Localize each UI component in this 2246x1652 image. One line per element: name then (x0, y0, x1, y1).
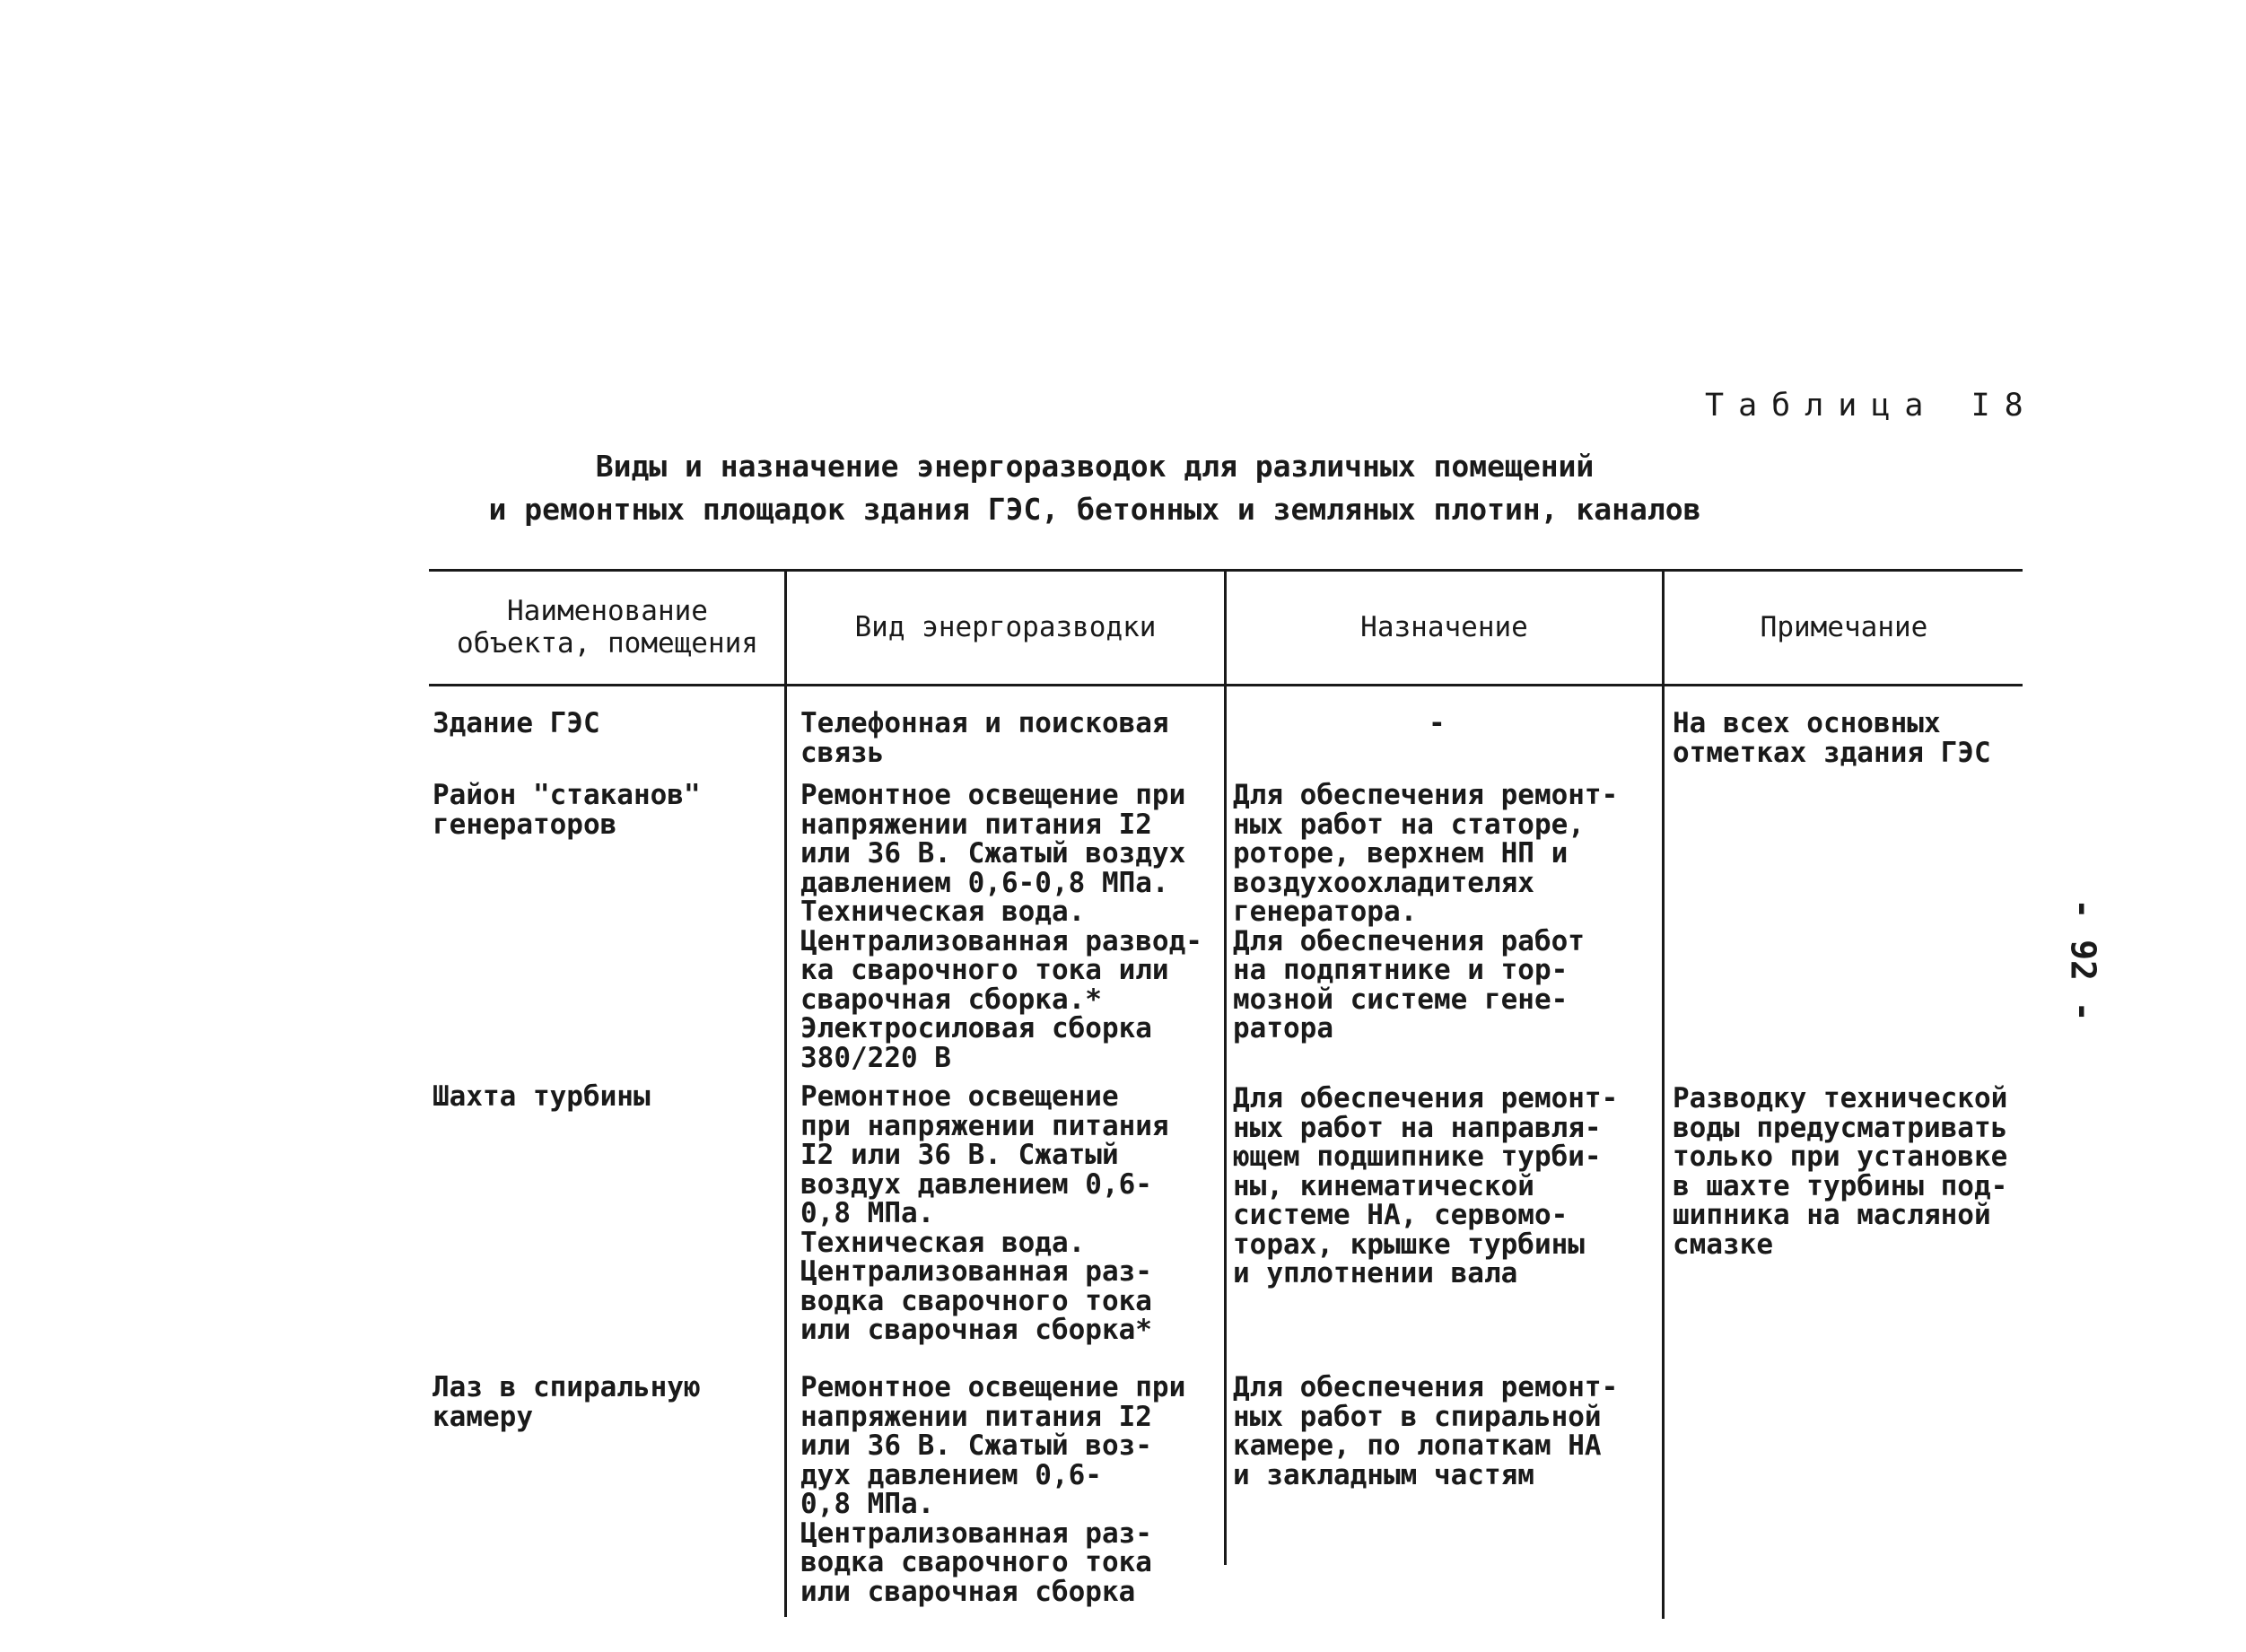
column-header-kind-text: Вид энергоразводки (854, 611, 1157, 643)
column-divider-2 (1224, 571, 1227, 1565)
table-number-label: Таблица I8 (1705, 388, 2038, 424)
row-2-purpose: Для обеспечения ремонт- ных работ на статоре, роторе, верхнем НП и воздухоохладителях генератора. Для обеспечения работ на подпятнике и тор- мозной системе гене- ратора (1233, 779, 1619, 1045)
row-4-kind: Ремонтное освещение при напряжении питания I2 или 36 В. Сжатый воз- дух давлением 0,6- 0,8 МПа. Централизованная раз- водка сварочного тока или сварочная сборка (800, 1371, 1186, 1608)
table-title-line-2: и ремонтных площадок здания ГЭС, бетонных и земляных плотин, каналов (488, 492, 1701, 527)
page-number (2064, 898, 2103, 1022)
column-divider-1 (784, 571, 787, 1617)
row-3-note: Разводку технической воды предусматривать только при установке в шахте турбины под- шипника на масляной смазке (1673, 1082, 2008, 1261)
row-4-object: Лаз в спиральную камеру (433, 1371, 701, 1433)
row-1-purpose: - (1429, 707, 1446, 739)
column-header-note-text: Примечание (1760, 611, 1928, 643)
column-header-kind (787, 571, 1224, 684)
column-header-object (431, 571, 784, 684)
page-number-text: - 92 - (2064, 898, 2103, 1022)
column-header-purpose-text: Назначение (1360, 611, 1528, 643)
column-header-purpose (1227, 571, 1662, 684)
table-title-line-1: Виды и назначение энергоразводок для различных помещений (595, 449, 1595, 484)
column-header-object-text: Наименование объекта, помещения (457, 595, 758, 660)
row-3-object: Шахта турбины (433, 1080, 651, 1113)
row-1-note: На всех основных отметках здания ГЭС (1673, 707, 1991, 769)
row-2-object: Район "стаканов" генераторов (433, 779, 701, 841)
row-1-kind: Телефонная и поисковая связь (800, 707, 1169, 769)
row-3-kind: Ремонтное освещение при напряжении питания I2 или 36 В. Сжатый воздух давлением 0,6- 0,8 МПа. Техническая вода. Централизованная раз- водка сварочного тока или сварочная сборка* (800, 1080, 1169, 1346)
row-3-purpose: Для обеспечения ремонт- ных работ на направля- ющем подшипнике турби- ны, кинематической системе НА, сервомо- торах, крышке турбины и уплотнении вала (1233, 1082, 1619, 1289)
row-4-purpose: Для обеспечения ремонт- ных работ в спиральной камере, по лопаткам НА и закладным частям (1233, 1371, 1619, 1491)
column-header-note (1665, 571, 2023, 684)
column-divider-3 (1662, 571, 1665, 1619)
row-1-object: Здание ГЭС (433, 707, 600, 739)
row-2-kind: Ремонтное освещение при напряжении питания I2 или 36 В. Сжатый воздух давлением 0,6-0,8 МПа. Техническая вода. Централизованная развод- ка сварочного тока или сварочная сборка.* Электросиловая сборка 380/220 В (800, 779, 1202, 1074)
